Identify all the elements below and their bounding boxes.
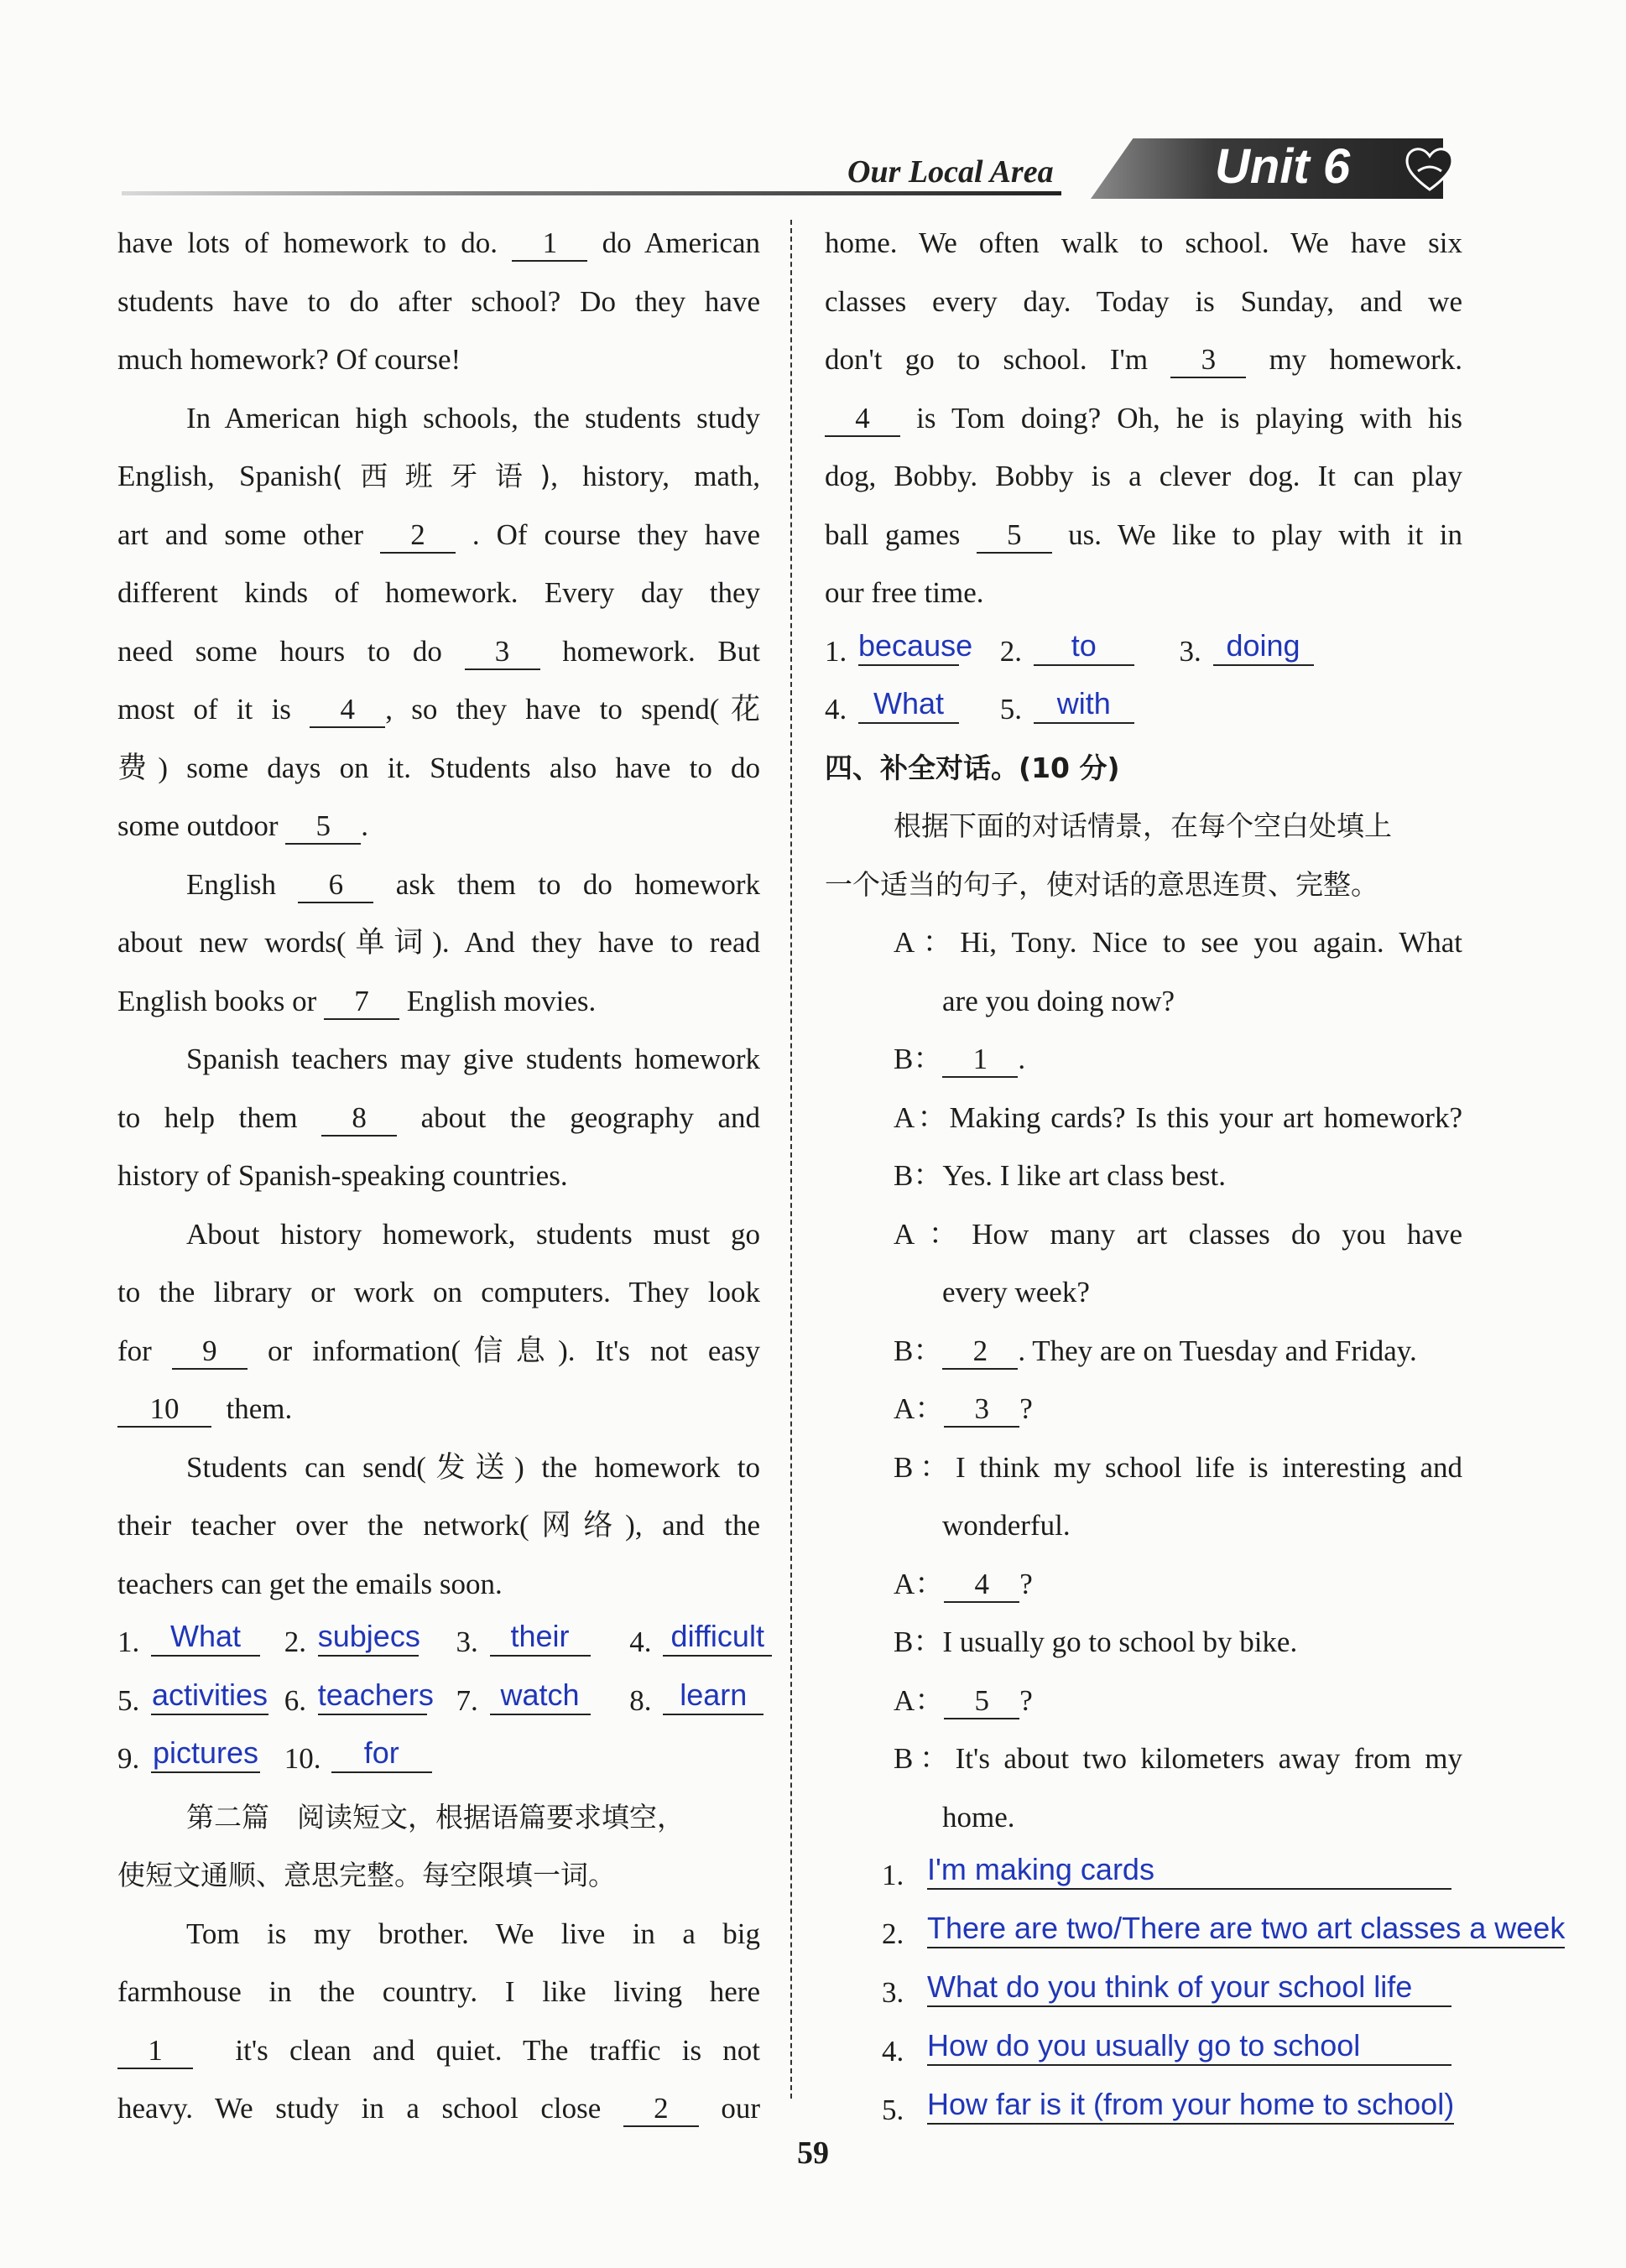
dialogue-line: home. (942, 1800, 1015, 1834)
text-line: 4 is Tom doing? Oh, he is playing with his (825, 389, 1462, 448)
dialogue-blank-2: 2 (942, 1334, 1018, 1370)
text-line: classes every day. Today is Sunday, and we (825, 284, 1462, 318)
text-line: history of Spanish-speaking countries. (117, 1159, 568, 1192)
dialogue-line: B：I think my school life is interesting and (894, 1450, 1462, 1484)
dialogue-answer-row: 4. How do you usually go to school (825, 2022, 1462, 2081)
dialogue-answer-row: 5. How far is it (from your home to school) (882, 2087, 1455, 2126)
text-line: to help them 8 about the geography and (117, 1089, 760, 1147)
dialogue-line: A：Making cards? Is this your art homework? (894, 1100, 1462, 1134)
text-line: Tom is my brother. We live in a big (186, 1917, 760, 1950)
text-line: Spanish teachers may give students homework (186, 1043, 760, 1075)
answer-row: 5. activities 6. teachers 7. watch 8. learn (117, 1672, 760, 1730)
answer-row: 1. What 2. subjecs 3. their 4. difficult (117, 1613, 760, 1672)
blank-8: 8 (321, 1101, 397, 1137)
blank-10: 10 (117, 1392, 211, 1428)
p2-blank-5: 5 (977, 518, 1052, 554)
text-line: ball games 5 us. We like to play with it in (825, 506, 1462, 564)
dialogue-line: B：I usually go to school by bike. (894, 1626, 1298, 1658)
blank-5: 5 (285, 809, 361, 845)
text-line: need some hours to do 3 homework. But (117, 622, 760, 681)
page-number: 59 (797, 2135, 829, 2171)
text-line: students have to do after school? Do they have (117, 284, 760, 318)
text-line: farmhouse in the country. I like living here (117, 1975, 760, 2008)
passage2-intro: 第二篇 阅读短文，根据语篇要求填空， (186, 1800, 685, 1834)
text-line: teachers can get the emails soon. (117, 1567, 503, 1600)
dialogue-line: A： 3 ? (825, 1380, 1462, 1438)
text-line: have lots of homework to do. 1 do American (117, 214, 760, 273)
answer-row: 9. pictures 10. for (117, 1730, 760, 1788)
heart-book-icon (1403, 143, 1457, 193)
dialogue-line: are you doing now? (942, 984, 1175, 1017)
dialogue-answer-2: There are two/There are two art classes a week (927, 1910, 1565, 1948)
answer-row: 1. because 2. to 3. doing (825, 622, 1462, 681)
dialogue-blank-3: 3 (944, 1392, 1019, 1428)
right-column (825, 214, 1566, 2140)
instruction: 根据下面的对话情景，在每个空白处填上 (894, 809, 1392, 842)
answer-2: subjecs (318, 1618, 419, 1657)
blank-6: 6 (298, 868, 373, 903)
text-line: heavy. We study in a school close 2 our (117, 2079, 760, 2138)
dialogue-blank-4: 4 (944, 1568, 1019, 1603)
dialogue-line: A：How many art classes do you have (894, 1217, 1462, 1251)
blank-1: 1 (512, 226, 587, 262)
p2-answer-3: doing (1213, 627, 1314, 666)
text-line: English books or 7 English movies. (117, 972, 760, 1031)
text-line: English 6 ask them to do homework (117, 856, 760, 914)
text-line: 10 them. (117, 1380, 760, 1438)
dialogue-blank-1: 1 (942, 1043, 1018, 1078)
dialogue-answer-4: How do you usually go to school (927, 2027, 1451, 2066)
p2-answer-4: What (858, 685, 959, 724)
dialogue-blank-5: 5 (944, 1684, 1019, 1719)
unit-label: Unit 6 (1215, 139, 1351, 194)
blank-2: 2 (380, 518, 456, 554)
text-line: 费) some days on it. Students also have to do (117, 751, 760, 784)
blank-7: 7 (324, 985, 399, 1020)
p2-answer-1: because (858, 627, 959, 666)
p2-blank-1: 1 (117, 2034, 193, 2069)
blank-4: 4 (310, 693, 385, 728)
passage2-intro: 使短文通顺、意思完整。每空限填一词。 (117, 1859, 616, 1891)
text-line: In American high schools, the students study (186, 401, 760, 434)
blank-3: 3 (465, 635, 540, 670)
blank-9: 9 (172, 1334, 248, 1370)
p2-answer-5: with (1034, 685, 1134, 724)
text-line: their teacher over the network(网络), and the (117, 1509, 760, 1542)
dialogue-line: wonderful. (942, 1509, 1071, 1542)
dialogue-line: A： 4 ? (825, 1555, 1462, 1614)
p2-blank-2: 2 (623, 2092, 699, 2127)
text-line: our free time. (825, 576, 984, 609)
dialogue-line: B：It's about two kilometers away from my (894, 1742, 1462, 1775)
text-line: different kinds of homework. Every day they (117, 576, 760, 609)
text-line: don't go to school. I'm 3 my homework. (825, 330, 1462, 389)
answer-8: learn (663, 1677, 763, 1715)
text-line: 1 it's clean and quiet. The traffic is not (117, 2021, 760, 2080)
dialogue-line: A： 5 ? (825, 1672, 1462, 1730)
text-line: much homework? Of course! (117, 343, 461, 376)
dialogue-line: B： 2 . They are on Tuesday and Friday. (825, 1322, 1462, 1381)
instruction: 一个适当的句子，使对话的意思连贯、完整。 (825, 867, 1378, 901)
text-line: some outdoor 5 . (117, 797, 760, 856)
answer-5: activities (151, 1677, 268, 1715)
text-line: home. We often walk to school. We have six (825, 226, 1462, 259)
text-line: dog, Bobby. Bobby is a clever dog. It can play (825, 460, 1462, 492)
answer-4: difficult (663, 1618, 772, 1657)
text-line: for 9 or information(信息). It's not easy (117, 1322, 760, 1381)
dialogue-answer-row: 3. What do you think of your school life (825, 1964, 1462, 2022)
text-line: about new words(单词). And they have to read (117, 926, 760, 959)
text-line: most of it is 4 , so they have to spend(花 (117, 680, 760, 739)
answer-row: 4. What 5. with (825, 680, 1462, 739)
text-line: art and some other 2 . Of course they have (117, 506, 760, 564)
p2-answer-2: to (1034, 627, 1134, 666)
dialogue-line: A：Hi, Tony. Nice to see you again. What (894, 926, 1462, 959)
header-rule (122, 191, 1061, 195)
dialogue-line: B：Yes. I like art class best. (894, 1159, 1226, 1192)
text-line: Students can send(发送) the homework to (186, 1450, 760, 1484)
answer-1: What (151, 1618, 260, 1657)
dialogue-answer-1: I'm making cards (927, 1851, 1451, 1890)
answer-3: their (490, 1618, 591, 1657)
text-line: English, Spanish(西班牙语), history, math, (117, 460, 761, 492)
dialogue-line: B： 1 . (825, 1030, 1462, 1089)
text-line: About history homework, students must go (186, 1217, 760, 1251)
answer-9: pictures (151, 1735, 260, 1773)
text-line: to the library or work on computers. They look (117, 1276, 760, 1308)
answer-7: watch (490, 1677, 591, 1715)
dialogue-answer-row: 2. There are two/There are two art classes a week (882, 1911, 1566, 1950)
dialogue-answer-3: What do you think of your school life (927, 1969, 1451, 2007)
column-divider (790, 220, 792, 2099)
dialogue-line: every week? (942, 1276, 1090, 1308)
section-title: 四、补全对话。(10 分) (825, 751, 1120, 784)
p2-blank-3: 3 (1170, 343, 1246, 378)
dialogue-answer-5: How far is it (from your home to school) (927, 2086, 1454, 2125)
dialogue-answer-row: 1. I'm making cards (825, 1846, 1462, 1905)
p2-blank-4: 4 (825, 402, 900, 437)
answer-10: for (331, 1735, 432, 1773)
header-title: Our Local Area (847, 154, 1054, 190)
answer-6: teachers (318, 1677, 427, 1715)
left-column (117, 214, 764, 2138)
